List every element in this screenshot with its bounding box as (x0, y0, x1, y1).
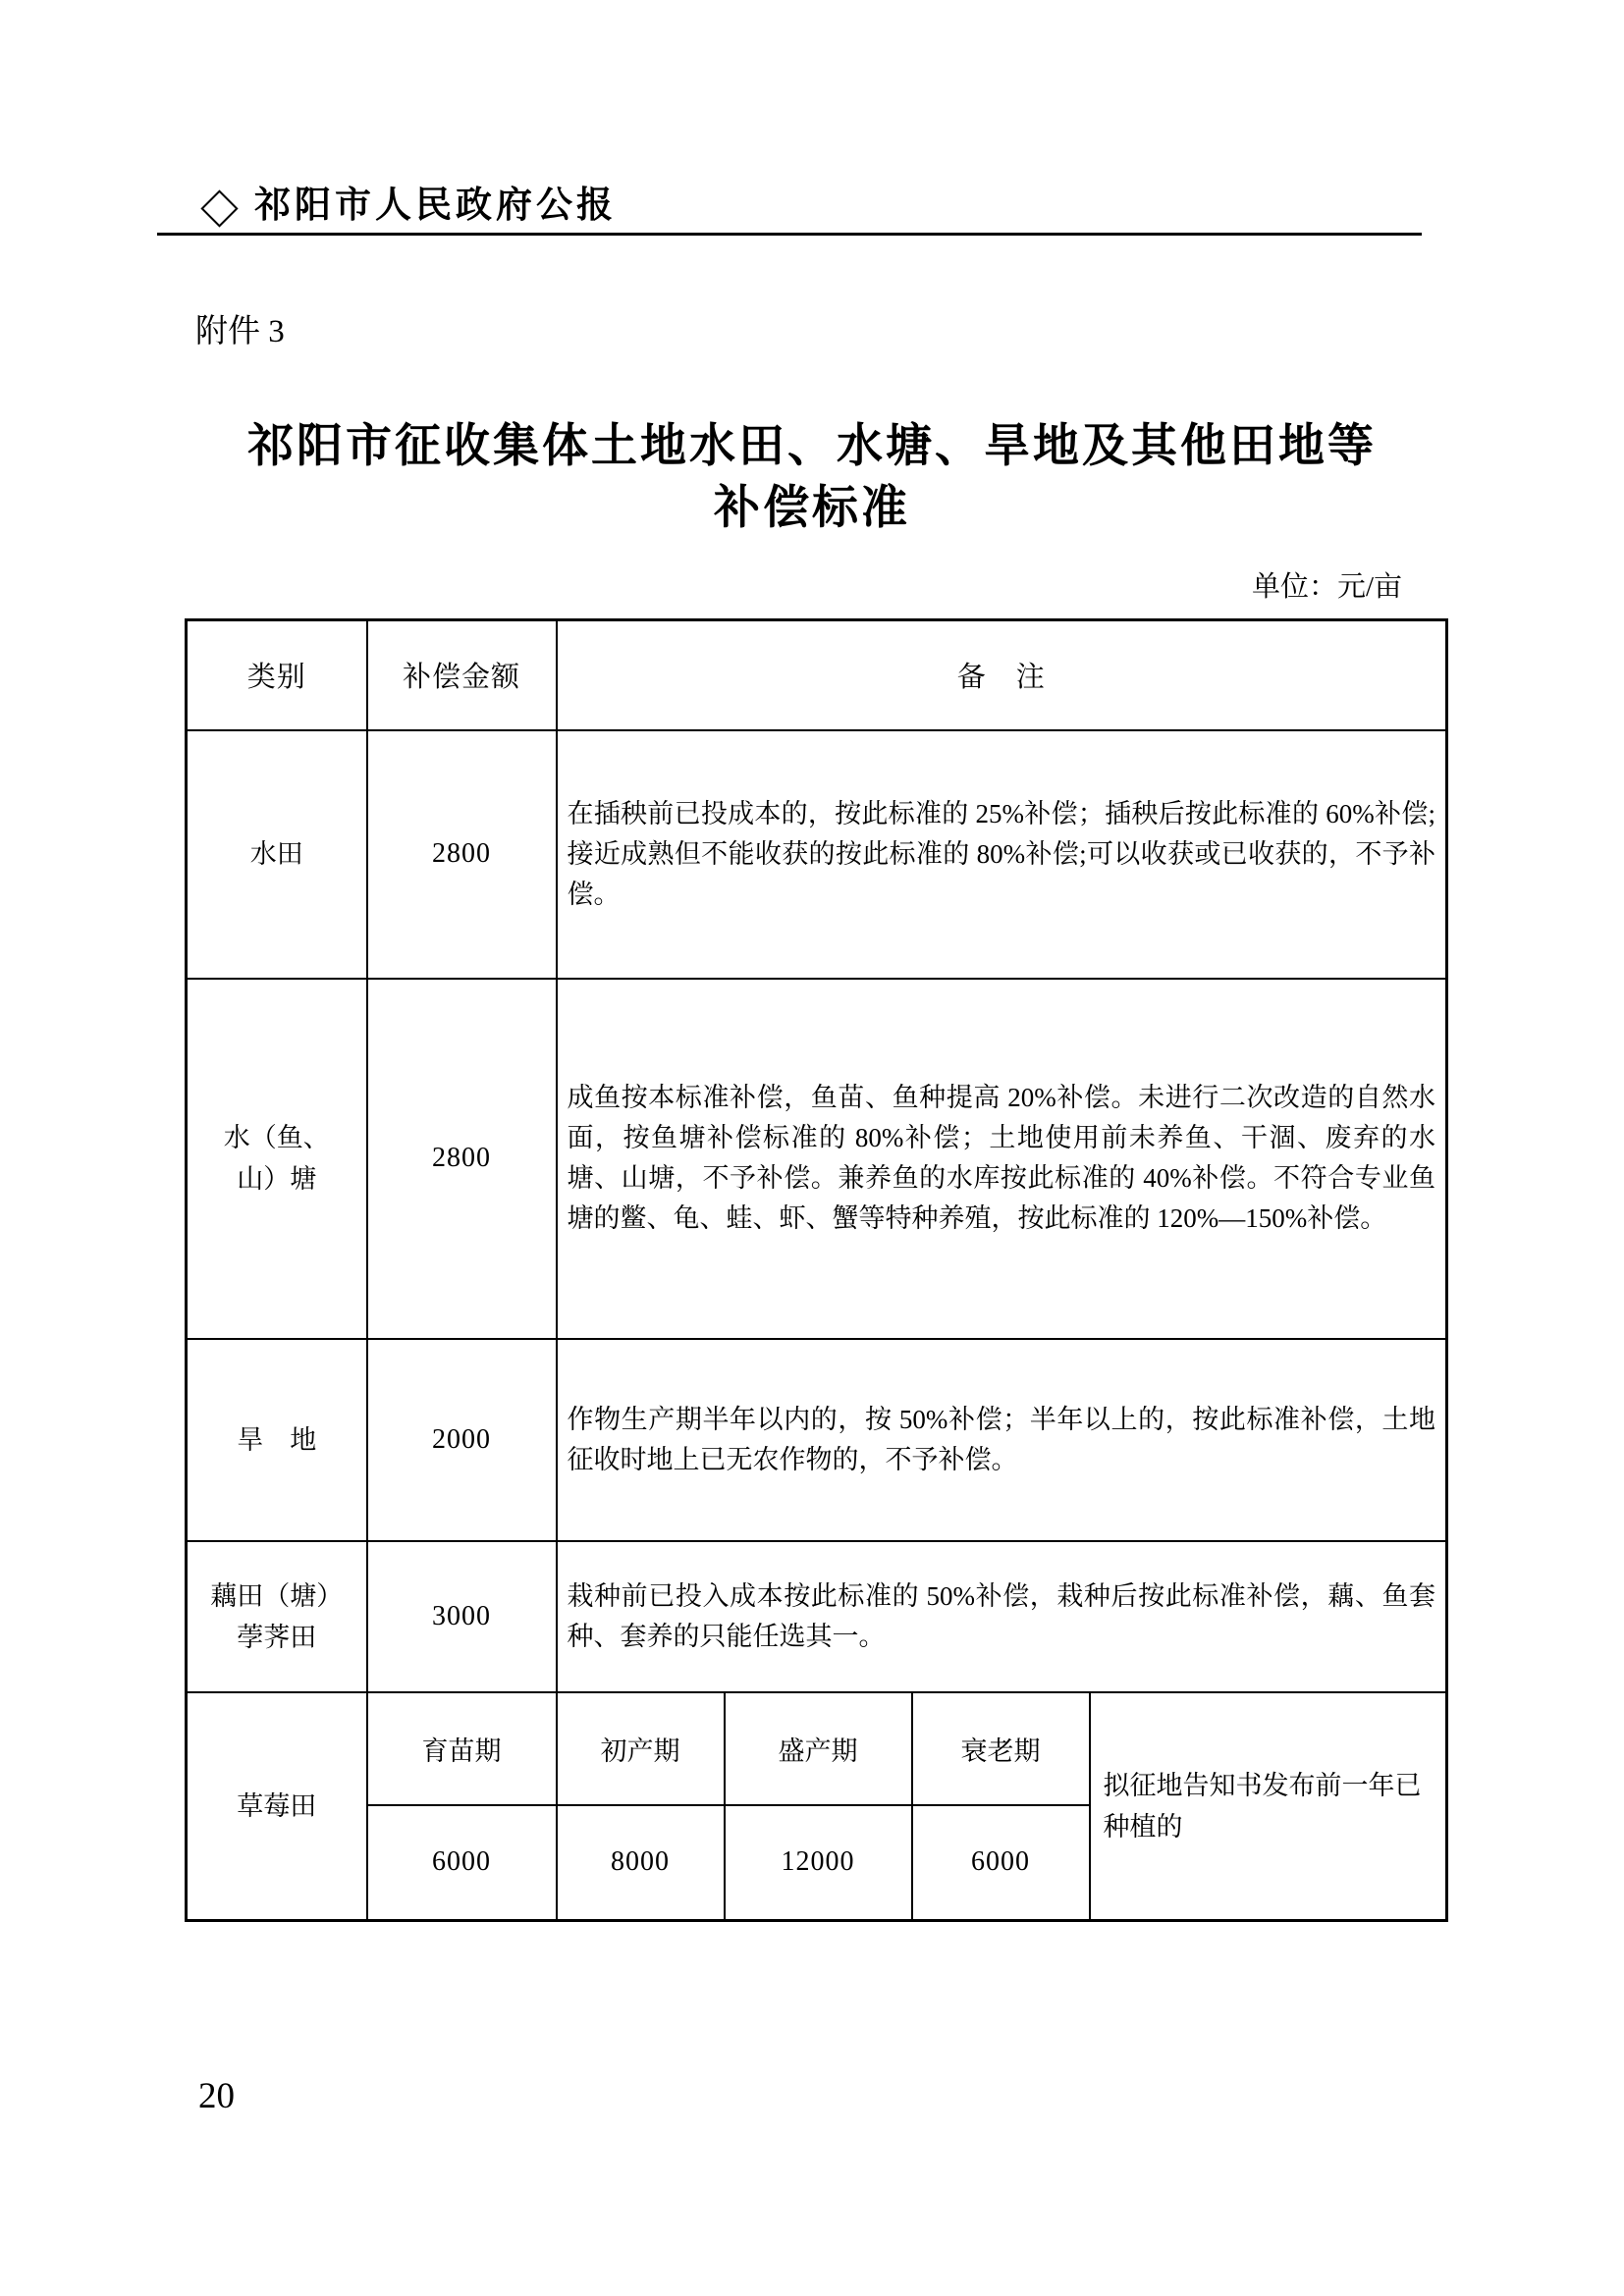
remark-cell: 成鱼按本标准补偿，鱼苗、鱼种提高 20%补偿。未进行二次改造的自然水面，按鱼塘补偿标准的 80%补偿；土地使用前未养鱼、干涸、废弃的水塘、山塘，不予补偿。兼养鱼的水库按此标准的 40%补偿。不符合专业鱼塘的鳖、龟、蛙、虾、蟹等特种养殖，按此标准的 120%—150%补偿。 (557, 979, 1447, 1339)
title-line-2: 补偿标准 (714, 483, 910, 534)
table-header-row (187, 620, 1447, 730)
stage-header-cell: 初产期 (557, 1692, 725, 1805)
stage-header-cell: 衰老期 (912, 1692, 1090, 1805)
category-cell: 水（鱼、 山）塘 (187, 979, 367, 1339)
document-title (0, 416, 1624, 540)
table-row (187, 979, 1447, 1339)
table-row (187, 1541, 1447, 1692)
category-cell: 草莓田 (187, 1692, 367, 1921)
remark-cell: 栽种前已投入成本按此标准的 50%补偿，栽种后按此标准补偿，藕、鱼套种、套养的只能任选其一。 (557, 1541, 1447, 1692)
compensation-table (185, 618, 1448, 1922)
strawberry-note-cell: 拟征地告知书发布前一年已种植的 (1090, 1692, 1447, 1921)
attachment-label: 附件 3 (195, 314, 285, 349)
stage-header-cell: 盛产期 (725, 1692, 912, 1805)
stage-value-cell: 6000 (912, 1805, 1090, 1921)
diamond-icon (200, 189, 238, 227)
amount-cell: 2000 (367, 1339, 557, 1541)
category-cell: 水田 (187, 730, 367, 979)
gazette-title: 祁阳市人民政府公报 (254, 186, 617, 226)
amount-cell: 3000 (367, 1541, 557, 1692)
page-number: 20 (198, 2076, 235, 2116)
title-line-1: 祁阳市征收集体土地水田、水塘、旱地及其他田地等 (247, 421, 1377, 472)
category-cell: 藕田（塘） 荸荠田 (187, 1541, 367, 1692)
table-row (187, 1339, 1447, 1541)
category-cell: 旱 地 (187, 1339, 367, 1541)
stage-value-cell: 12000 (725, 1805, 912, 1921)
remark-cell: 在插秧前已投成本的，按此标准的 25%补偿；插秧后按此标准的 60%补偿;接近成熟但不能收获的按此标准的 80%补偿;可以收获或已收获的，不予补偿。 (557, 730, 1447, 979)
strawberry-stage-row (187, 1692, 1447, 1805)
header-remark: 备 注 (557, 620, 1447, 730)
header-amount: 补偿金额 (367, 620, 557, 730)
header-category: 类别 (187, 620, 367, 730)
amount-cell: 2800 (367, 730, 557, 979)
remark-cell: 作物生产期半年以内的，按 50%补偿；半年以上的，按此标准补偿，土地征收时地上已无农作物的，不予补偿。 (557, 1339, 1447, 1541)
amount-cell: 2800 (367, 979, 557, 1339)
table-row (187, 730, 1447, 979)
stage-header-cell: 育苗期 (367, 1692, 557, 1805)
unit-label: 单位：元/亩 (1251, 571, 1402, 603)
stage-value-cell: 6000 (367, 1805, 557, 1921)
header-rule (157, 233, 1422, 236)
stage-value-cell: 8000 (557, 1805, 725, 1921)
